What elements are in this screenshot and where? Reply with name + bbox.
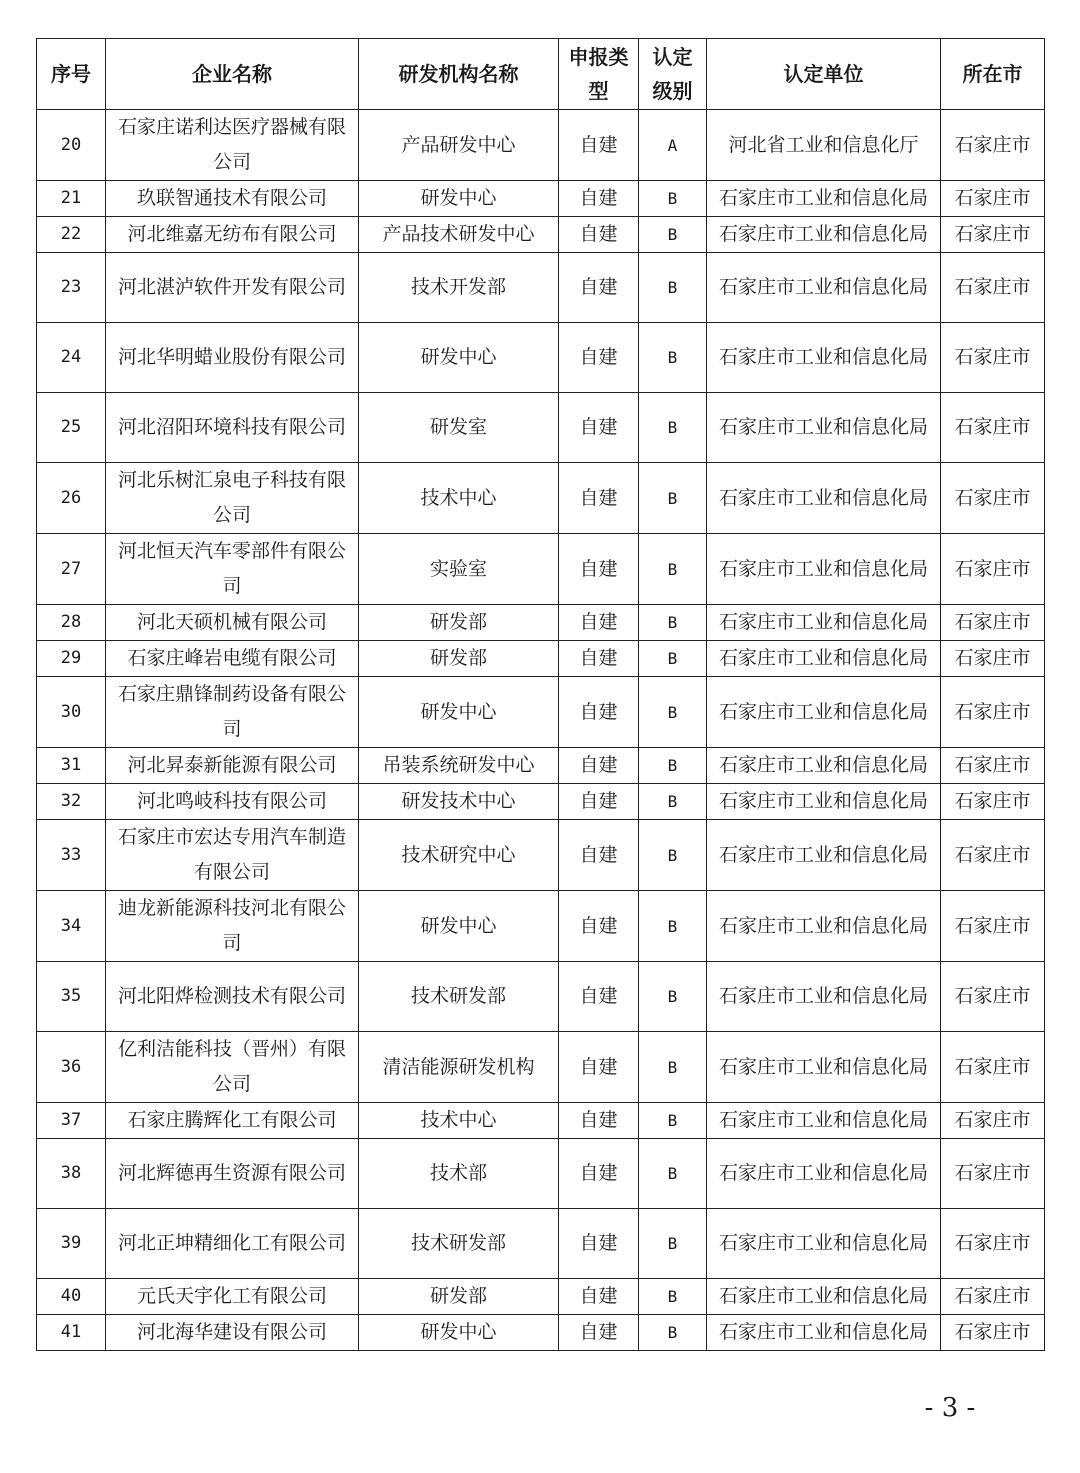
table-row bbox=[37, 641, 1045, 677]
cell-city: 石家庄市 bbox=[941, 393, 1045, 463]
cell-application-type: 自建 bbox=[559, 820, 639, 891]
cell-certifying-unit: 石家庄市工业和信息化局 bbox=[707, 1315, 941, 1351]
cell-city: 石家庄市 bbox=[941, 784, 1045, 820]
cell-company-name: 河北海华建设有限公司 bbox=[106, 1315, 359, 1351]
cell-company-name: 石家庄诺利达医疗器械有限公司 bbox=[106, 110, 359, 181]
cell-city: 石家庄市 bbox=[941, 253, 1045, 323]
table-row bbox=[37, 962, 1045, 1032]
cell-certification-level: B bbox=[639, 253, 707, 323]
cell-company-name: 石家庄腾辉化工有限公司 bbox=[106, 1103, 359, 1139]
rd-institutions-table bbox=[36, 38, 1045, 1351]
cell-certifying-unit: 石家庄市工业和信息化局 bbox=[707, 1103, 941, 1139]
cell-rd-org-name: 实验室 bbox=[359, 534, 559, 605]
cell-application-type: 自建 bbox=[559, 1103, 639, 1139]
cell-serial-number: 25 bbox=[37, 393, 106, 463]
cell-serial-number: 33 bbox=[37, 820, 106, 891]
cell-city: 石家庄市 bbox=[941, 605, 1045, 641]
table-row bbox=[37, 110, 1045, 181]
cell-rd-org-name: 研发部 bbox=[359, 605, 559, 641]
cell-rd-org-name: 技术研究中心 bbox=[359, 820, 559, 891]
cell-application-type: 自建 bbox=[559, 891, 639, 962]
cell-certification-level: B bbox=[639, 463, 707, 534]
table-row bbox=[37, 1315, 1045, 1351]
table-row bbox=[37, 181, 1045, 217]
table-row bbox=[37, 820, 1045, 891]
cell-city: 石家庄市 bbox=[941, 110, 1045, 181]
cell-company-name: 亿利洁能科技（晋州）有限公司 bbox=[106, 1032, 359, 1103]
cell-city: 石家庄市 bbox=[941, 820, 1045, 891]
cell-rd-org-name: 研发部 bbox=[359, 641, 559, 677]
table-row bbox=[37, 1279, 1045, 1315]
cell-certifying-unit: 石家庄市工业和信息化局 bbox=[707, 677, 941, 748]
table-row bbox=[37, 393, 1045, 463]
cell-city: 石家庄市 bbox=[941, 1209, 1045, 1279]
cell-serial-number: 31 bbox=[37, 748, 106, 784]
cell-company-name: 河北鸣岐科技有限公司 bbox=[106, 784, 359, 820]
cell-certifying-unit: 石家庄市工业和信息化局 bbox=[707, 641, 941, 677]
cell-application-type: 自建 bbox=[559, 784, 639, 820]
cell-rd-org-name: 研发中心 bbox=[359, 891, 559, 962]
cell-company-name: 河北昇泰新能源有限公司 bbox=[106, 748, 359, 784]
table-row bbox=[37, 605, 1045, 641]
table-row bbox=[37, 253, 1045, 323]
cell-rd-org-name: 技术中心 bbox=[359, 463, 559, 534]
cell-certifying-unit: 石家庄市工业和信息化局 bbox=[707, 605, 941, 641]
cell-rd-org-name: 技术开发部 bbox=[359, 253, 559, 323]
cell-serial-number: 26 bbox=[37, 463, 106, 534]
cell-application-type: 自建 bbox=[559, 217, 639, 253]
cell-application-type: 自建 bbox=[559, 962, 639, 1032]
cell-application-type: 自建 bbox=[559, 463, 639, 534]
cell-city: 石家庄市 bbox=[941, 1032, 1045, 1103]
cell-rd-org-name: 研发中心 bbox=[359, 677, 559, 748]
table-row bbox=[37, 323, 1045, 393]
cell-application-type: 自建 bbox=[559, 1032, 639, 1103]
cell-serial-number: 40 bbox=[37, 1279, 106, 1315]
cell-serial-number: 29 bbox=[37, 641, 106, 677]
header-rd-org-name: 研发机构名称 bbox=[359, 39, 559, 110]
cell-application-type: 自建 bbox=[559, 253, 639, 323]
cell-application-type: 自建 bbox=[559, 323, 639, 393]
cell-certifying-unit: 石家庄市工业和信息化局 bbox=[707, 748, 941, 784]
cell-application-type: 自建 bbox=[559, 181, 639, 217]
cell-city: 石家庄市 bbox=[941, 217, 1045, 253]
cell-serial-number: 21 bbox=[37, 181, 106, 217]
cell-serial-number: 39 bbox=[37, 1209, 106, 1279]
cell-city: 石家庄市 bbox=[941, 1139, 1045, 1209]
header-certifying-unit: 认定单位 bbox=[707, 39, 941, 110]
cell-certification-level: B bbox=[639, 1315, 707, 1351]
cell-serial-number: 35 bbox=[37, 962, 106, 1032]
cell-city: 石家庄市 bbox=[941, 641, 1045, 677]
cell-certification-level: B bbox=[639, 962, 707, 1032]
cell-application-type: 自建 bbox=[559, 534, 639, 605]
cell-city: 石家庄市 bbox=[941, 323, 1045, 393]
cell-city: 石家庄市 bbox=[941, 962, 1045, 1032]
cell-rd-org-name: 研发技术中心 bbox=[359, 784, 559, 820]
document-sheet bbox=[36, 38, 1044, 1351]
cell-certifying-unit: 石家庄市工业和信息化局 bbox=[707, 1032, 941, 1103]
cell-serial-number: 30 bbox=[37, 677, 106, 748]
cell-certification-level: A bbox=[639, 110, 707, 181]
cell-serial-number: 28 bbox=[37, 605, 106, 641]
cell-certification-level: B bbox=[639, 784, 707, 820]
cell-certification-level: B bbox=[639, 1139, 707, 1209]
cell-city: 石家庄市 bbox=[941, 677, 1045, 748]
cell-certification-level: B bbox=[639, 641, 707, 677]
cell-company-name: 石家庄峰岩电缆有限公司 bbox=[106, 641, 359, 677]
cell-certification-level: B bbox=[639, 1209, 707, 1279]
cell-city: 石家庄市 bbox=[941, 891, 1045, 962]
table-row bbox=[37, 534, 1045, 605]
cell-application-type: 自建 bbox=[559, 393, 639, 463]
cell-application-type: 自建 bbox=[559, 641, 639, 677]
cell-certification-level: B bbox=[639, 323, 707, 393]
cell-company-name: 元氏天宇化工有限公司 bbox=[106, 1279, 359, 1315]
cell-certifying-unit: 石家庄市工业和信息化局 bbox=[707, 534, 941, 605]
cell-application-type: 自建 bbox=[559, 1139, 639, 1209]
header-serial-number: 序号 bbox=[37, 39, 106, 110]
page-number: - 3 - bbox=[924, 1393, 976, 1423]
cell-certifying-unit: 石家庄市工业和信息化局 bbox=[707, 463, 941, 534]
cell-rd-org-name: 技术研发部 bbox=[359, 962, 559, 1032]
cell-serial-number: 37 bbox=[37, 1103, 106, 1139]
cell-rd-org-name: 吊装系统研发中心 bbox=[359, 748, 559, 784]
cell-certification-level: B bbox=[639, 217, 707, 253]
cell-company-name: 玖联智通技术有限公司 bbox=[106, 181, 359, 217]
cell-serial-number: 32 bbox=[37, 784, 106, 820]
cell-certifying-unit: 石家庄市工业和信息化局 bbox=[707, 217, 941, 253]
table-row bbox=[37, 217, 1045, 253]
cell-city: 石家庄市 bbox=[941, 748, 1045, 784]
cell-company-name: 河北华明蜡业股份有限公司 bbox=[106, 323, 359, 393]
cell-company-name: 河北天硕机械有限公司 bbox=[106, 605, 359, 641]
cell-certifying-unit: 石家庄市工业和信息化局 bbox=[707, 1139, 941, 1209]
cell-rd-org-name: 研发中心 bbox=[359, 181, 559, 217]
header-application-type: 申报类型 bbox=[559, 39, 639, 110]
cell-certification-level: B bbox=[639, 891, 707, 962]
cell-rd-org-name: 研发中心 bbox=[359, 323, 559, 393]
cell-city: 石家庄市 bbox=[941, 181, 1045, 217]
cell-certification-level: B bbox=[639, 1103, 707, 1139]
cell-serial-number: 24 bbox=[37, 323, 106, 393]
table-header bbox=[37, 39, 1045, 110]
cell-certifying-unit: 石家庄市工业和信息化局 bbox=[707, 891, 941, 962]
cell-application-type: 自建 bbox=[559, 1315, 639, 1351]
cell-certification-level: B bbox=[639, 534, 707, 605]
cell-certifying-unit: 石家庄市工业和信息化局 bbox=[707, 820, 941, 891]
header-company-name: 企业名称 bbox=[106, 39, 359, 110]
table-row bbox=[37, 1209, 1045, 1279]
cell-application-type: 自建 bbox=[559, 748, 639, 784]
cell-company-name: 河北正坤精细化工有限公司 bbox=[106, 1209, 359, 1279]
cell-application-type: 自建 bbox=[559, 110, 639, 181]
cell-serial-number: 22 bbox=[37, 217, 106, 253]
table-body bbox=[37, 110, 1045, 1351]
table-row bbox=[37, 891, 1045, 962]
cell-certification-level: B bbox=[639, 393, 707, 463]
cell-application-type: 自建 bbox=[559, 1279, 639, 1315]
cell-serial-number: 41 bbox=[37, 1315, 106, 1351]
cell-company-name: 河北沼阳环境科技有限公司 bbox=[106, 393, 359, 463]
cell-rd-org-name: 研发中心 bbox=[359, 1315, 559, 1351]
cell-serial-number: 27 bbox=[37, 534, 106, 605]
cell-certifying-unit: 石家庄市工业和信息化局 bbox=[707, 784, 941, 820]
cell-company-name: 迪龙新能源科技河北有限公司 bbox=[106, 891, 359, 962]
cell-certification-level: B bbox=[639, 748, 707, 784]
cell-certification-level: B bbox=[639, 677, 707, 748]
table-row bbox=[37, 748, 1045, 784]
cell-city: 石家庄市 bbox=[941, 1103, 1045, 1139]
cell-city: 石家庄市 bbox=[941, 1315, 1045, 1351]
cell-certifying-unit: 石家庄市工业和信息化局 bbox=[707, 323, 941, 393]
cell-certification-level: B bbox=[639, 605, 707, 641]
cell-company-name: 河北湛泸软件开发有限公司 bbox=[106, 253, 359, 323]
cell-certification-level: B bbox=[639, 1279, 707, 1315]
cell-serial-number: 20 bbox=[37, 110, 106, 181]
cell-city: 石家庄市 bbox=[941, 1279, 1045, 1315]
cell-rd-org-name: 研发室 bbox=[359, 393, 559, 463]
table-row bbox=[37, 1103, 1045, 1139]
cell-company-name: 石家庄鼎锋制药设备有限公司 bbox=[106, 677, 359, 748]
cell-certification-level: B bbox=[639, 181, 707, 217]
cell-application-type: 自建 bbox=[559, 605, 639, 641]
cell-serial-number: 38 bbox=[37, 1139, 106, 1209]
header-certification-level: 认定级别 bbox=[639, 39, 707, 110]
cell-application-type: 自建 bbox=[559, 1209, 639, 1279]
table-row bbox=[37, 1139, 1045, 1209]
cell-company-name: 河北维嘉无纺布有限公司 bbox=[106, 217, 359, 253]
cell-rd-org-name: 产品技术研发中心 bbox=[359, 217, 559, 253]
cell-certifying-unit: 石家庄市工业和信息化局 bbox=[707, 962, 941, 1032]
cell-serial-number: 23 bbox=[37, 253, 106, 323]
cell-rd-org-name: 技术部 bbox=[359, 1139, 559, 1209]
cell-rd-org-name: 技术研发部 bbox=[359, 1209, 559, 1279]
cell-rd-org-name: 技术中心 bbox=[359, 1103, 559, 1139]
table-row bbox=[37, 1032, 1045, 1103]
cell-certification-level: B bbox=[639, 1032, 707, 1103]
cell-company-name: 河北阳烨检测技术有限公司 bbox=[106, 962, 359, 1032]
table-row bbox=[37, 463, 1045, 534]
cell-rd-org-name: 产品研发中心 bbox=[359, 110, 559, 181]
table-row bbox=[37, 677, 1045, 748]
cell-company-name: 河北恒天汽车零部件有限公司 bbox=[106, 534, 359, 605]
cell-city: 石家庄市 bbox=[941, 463, 1045, 534]
cell-company-name: 石家庄市宏达专用汽车制造有限公司 bbox=[106, 820, 359, 891]
cell-certifying-unit: 石家庄市工业和信息化局 bbox=[707, 181, 941, 217]
cell-certification-level: B bbox=[639, 820, 707, 891]
cell-city: 石家庄市 bbox=[941, 534, 1045, 605]
cell-rd-org-name: 清洁能源研发机构 bbox=[359, 1032, 559, 1103]
header-city: 所在市 bbox=[941, 39, 1045, 110]
cell-certifying-unit: 石家庄市工业和信息化局 bbox=[707, 1279, 941, 1315]
cell-company-name: 河北乐树汇泉电子科技有限公司 bbox=[106, 463, 359, 534]
cell-certifying-unit: 河北省工业和信息化厅 bbox=[707, 110, 941, 181]
cell-serial-number: 34 bbox=[37, 891, 106, 962]
cell-application-type: 自建 bbox=[559, 677, 639, 748]
cell-certifying-unit: 石家庄市工业和信息化局 bbox=[707, 393, 941, 463]
cell-company-name: 河北辉德再生资源有限公司 bbox=[106, 1139, 359, 1209]
cell-certifying-unit: 石家庄市工业和信息化局 bbox=[707, 1209, 941, 1279]
cell-rd-org-name: 研发部 bbox=[359, 1279, 559, 1315]
table-row bbox=[37, 784, 1045, 820]
cell-certifying-unit: 石家庄市工业和信息化局 bbox=[707, 253, 941, 323]
cell-serial-number: 36 bbox=[37, 1032, 106, 1103]
